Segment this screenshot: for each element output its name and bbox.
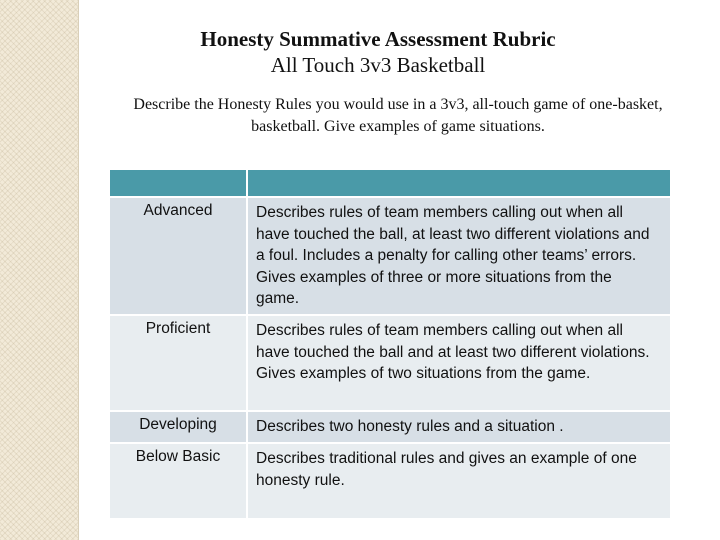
rubric-table	[108, 168, 672, 520]
rubric-row-proficient	[109, 315, 671, 411]
page-subtitle: All Touch 3v3 Basketball	[270, 53, 486, 77]
title-block	[78, 26, 678, 78]
rubric-row-developing	[109, 411, 671, 443]
rubric-level-cell: Advanced	[109, 197, 247, 315]
rubric-level-cell: Proficient	[109, 315, 247, 411]
rubric-description-cell: Describes rules of team members calling out when all have touched the ball, at least two different violations and a foul. Includes a penalty for calling other teams’ errors. Gives examples of three or more situations from the game.	[247, 197, 671, 315]
rubric-header-cell-level	[109, 169, 247, 197]
page-title: Honesty Summative Assessment Rubric	[200, 27, 556, 51]
rubric-header-cell-description	[247, 169, 671, 197]
rubric-level-cell: Below Basic	[109, 443, 247, 519]
instructions-text: Describe the Honesty Rules you would use in a 3v3, all-touch game of one-basket, basketball. Give examples of game situations.	[133, 96, 663, 135]
rubric-row-advanced	[109, 197, 671, 315]
rubric-row-below-basic	[109, 443, 671, 519]
rubric-level-cell: Developing	[109, 411, 247, 443]
rubric-description-cell: Describes traditional rules and gives an example of one honesty rule.	[247, 443, 671, 519]
decorative-side-strip	[0, 0, 79, 540]
rubric-header-row	[109, 169, 671, 197]
rubric-description-cell: Describes rules of team members calling out when all have touched the ball and at least two different violations. Gives examples of two situations from the game.	[247, 315, 671, 411]
rubric-description-cell: Describes two honesty rules and a situation .	[247, 411, 671, 443]
